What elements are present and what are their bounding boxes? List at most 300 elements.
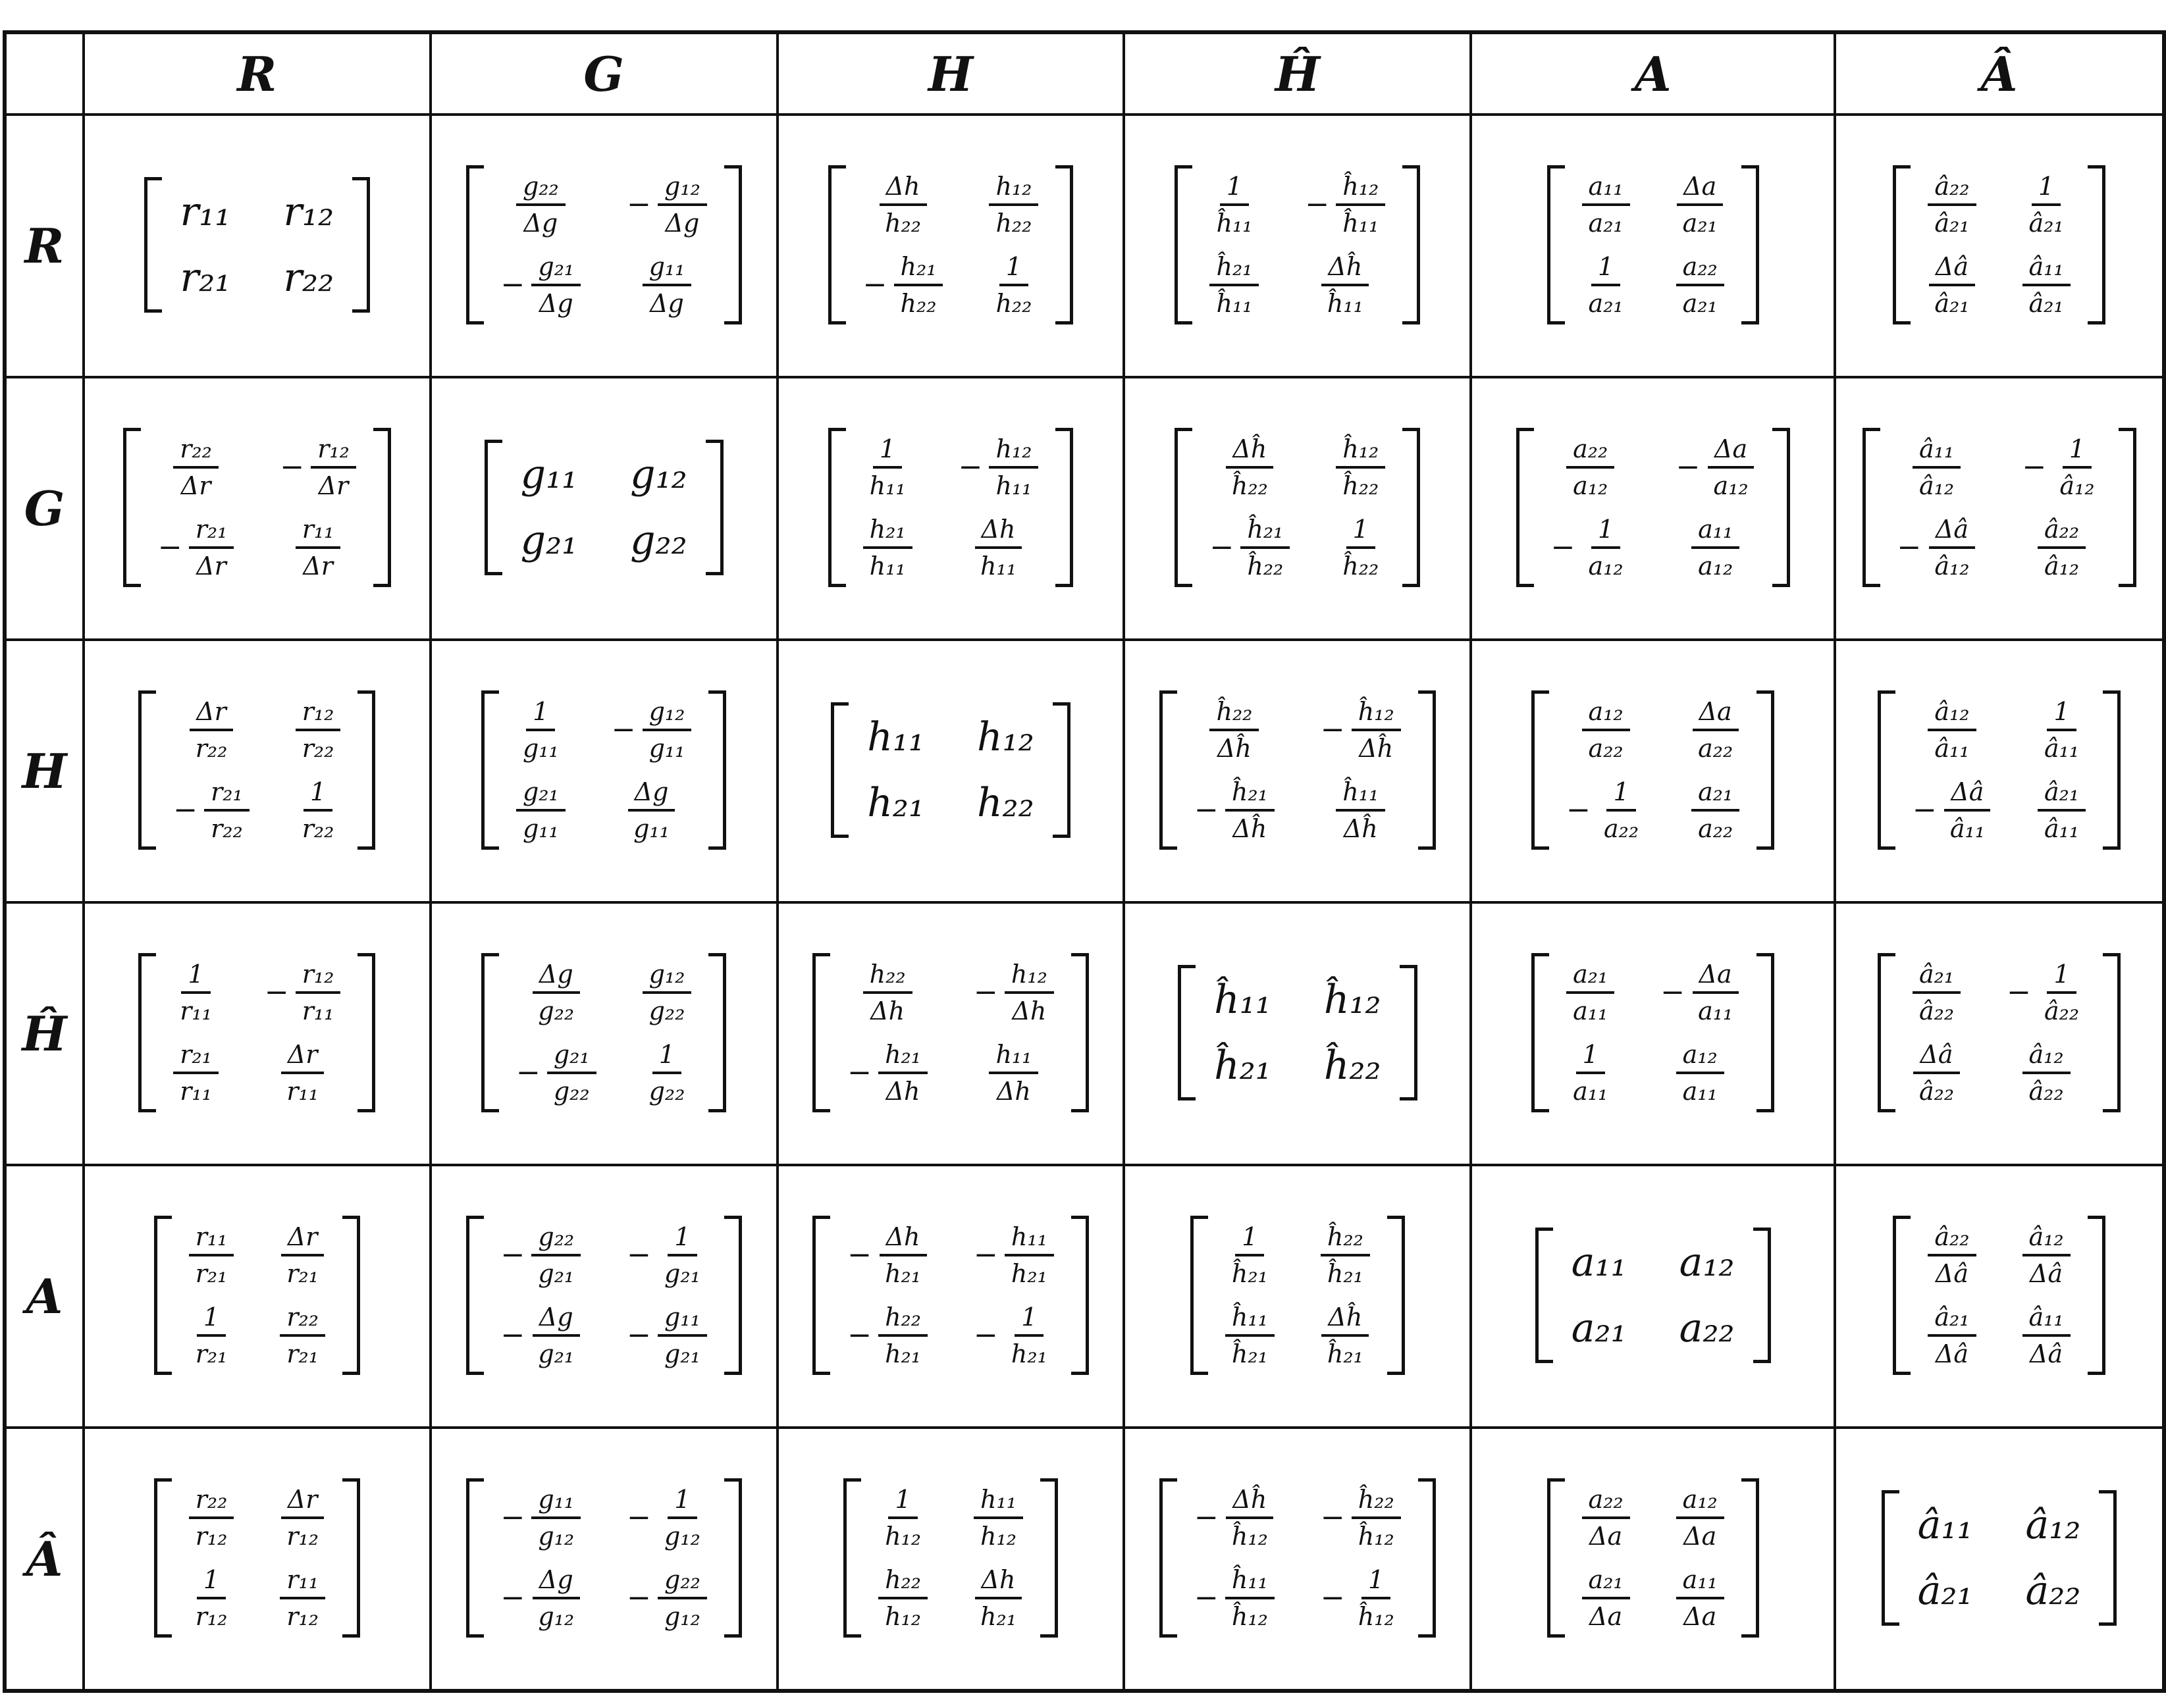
- minus-sign: −: [500, 1238, 525, 1272]
- table-row: [5, 640, 2164, 902]
- matrix-entry: [1691, 697, 1739, 763]
- denominator: â₂₂: [1918, 1076, 1955, 1106]
- row-header-h: H: [5, 640, 84, 902]
- numerator: Δh: [880, 1222, 927, 1256]
- fraction: [2038, 960, 2086, 1025]
- numerator: ĥ₁₁: [1225, 1303, 1275, 1337]
- matrix-entries: [484, 1478, 724, 1638]
- numerator: h₂₂: [878, 1565, 928, 1599]
- fraction: [516, 697, 566, 763]
- denominator: a₁₂: [1573, 471, 1608, 500]
- matrix-entries: [830, 953, 1071, 1112]
- fraction: [1582, 1485, 1630, 1551]
- denominator: ĥ₁₂: [1358, 1601, 1394, 1631]
- minus-sign: −: [847, 1238, 872, 1272]
- fraction: [1913, 1040, 1961, 1106]
- fraction: [989, 172, 1038, 238]
- fraction: [974, 1485, 1023, 1551]
- denominator: r₂₁: [286, 1339, 319, 1368]
- matrix-entry: [959, 515, 1039, 581]
- matrix-entry: [1928, 172, 1976, 238]
- left-bracket: [1862, 428, 1880, 587]
- denominator: a₁₁: [1698, 996, 1733, 1025]
- left-bracket: [138, 953, 156, 1112]
- matrix-entry: [974, 1040, 1054, 1106]
- denominator: h₁₂: [885, 1601, 922, 1631]
- matrix-entry: [627, 1565, 707, 1631]
- fraction: [280, 1040, 325, 1106]
- table-body: [5, 115, 2164, 1691]
- denominator: Δg: [523, 208, 558, 238]
- denominator: ĥ₁₂: [1358, 1521, 1394, 1551]
- matrix-entry: [1676, 1485, 1724, 1551]
- right-bracket: [1402, 428, 1420, 587]
- matrix-entries: [1880, 428, 2119, 587]
- denominator: g₁₂: [664, 1521, 700, 1551]
- right-bracket: [708, 690, 726, 850]
- denominator: â₁₂: [2044, 551, 2080, 581]
- numerator: 1: [1576, 1040, 1605, 1074]
- fraction: [1928, 697, 1976, 763]
- matrix-entry: [1928, 1303, 1976, 1368]
- numerator: r₂₂: [189, 1485, 234, 1519]
- right-bracket: [1055, 428, 1073, 587]
- matrix-entry: [280, 515, 356, 581]
- fraction: [863, 515, 912, 581]
- right-bracket: [2088, 1216, 2105, 1375]
- numerator: â₁₁: [1913, 434, 1961, 469]
- matrix-entry: â₂₁: [1917, 1567, 1973, 1614]
- matrix: [1547, 1478, 1759, 1638]
- numerator: Δâ: [1944, 777, 1990, 812]
- matrix: [1862, 428, 2136, 587]
- fraction: [878, 172, 928, 238]
- matrix-entry: [280, 1565, 325, 1631]
- matrix-entry: [627, 172, 707, 238]
- matrix-cell: [778, 1428, 1124, 1691]
- matrix: [138, 690, 375, 850]
- matrix-cell: [431, 377, 778, 640]
- numerator: r₁₁: [280, 1565, 325, 1599]
- denominator: â₁₂: [1934, 551, 1970, 581]
- matrix-entry: [173, 777, 250, 843]
- left-bracket: [1893, 165, 1911, 324]
- denominator: h₂₁: [885, 1258, 922, 1288]
- numerator: 1: [1220, 172, 1249, 206]
- fraction: [173, 434, 219, 500]
- left-bracket: [1535, 1228, 1553, 1363]
- minus-sign: −: [1897, 531, 1922, 564]
- fraction: [1676, 172, 1724, 238]
- fraction: [1566, 1040, 1614, 1106]
- matrix-cell: [1124, 1165, 1471, 1428]
- denominator: a₁₂: [1713, 471, 1749, 500]
- numerator: ĥ₂₂: [1321, 1222, 1370, 1256]
- matrix-entry: [158, 515, 234, 581]
- fraction: [189, 515, 234, 581]
- fraction: [280, 1485, 325, 1551]
- matrix-entry: [280, 1485, 325, 1551]
- denominator: r₁₂: [286, 1601, 319, 1631]
- numerator: 1: [2047, 697, 2076, 731]
- left-bracket: [154, 1478, 172, 1638]
- matrix-entry: [501, 172, 581, 238]
- matrix-entries: [502, 440, 706, 575]
- fraction: [2038, 515, 2086, 581]
- matrix-entry: [863, 515, 912, 581]
- matrix-entry: [1676, 434, 1755, 500]
- matrix-cell: [431, 902, 778, 1165]
- fraction: [974, 1565, 1023, 1631]
- matrix-entry: [1194, 697, 1275, 763]
- fraction: [2022, 1303, 2071, 1368]
- minus-sign: −: [157, 531, 182, 564]
- fraction: [1209, 172, 1259, 238]
- matrix-entries: [1565, 1478, 1741, 1638]
- left-bracket: [481, 690, 499, 850]
- denominator: a₂₂: [1698, 733, 1733, 763]
- fraction: [1928, 1222, 1976, 1288]
- matrix-entries: [484, 1216, 724, 1375]
- matrix-entries: [1911, 1216, 2087, 1375]
- right-bracket: [2103, 953, 2121, 1112]
- matrix-entry: [974, 1222, 1054, 1288]
- fraction: [1928, 252, 1976, 318]
- numerator: â₁₁: [2022, 1303, 2071, 1337]
- denominator: a₁₁: [1573, 1076, 1608, 1106]
- matrix-cell: [1471, 902, 1835, 1165]
- matrix-cell: [1471, 640, 1835, 902]
- fraction: [1913, 434, 1961, 500]
- matrix-entry: â₁₁: [1917, 1501, 1973, 1548]
- fraction: [627, 777, 676, 843]
- denominator: ĥ₁₂: [1231, 1521, 1268, 1551]
- fraction: [1352, 1565, 1401, 1631]
- denominator: a₁₂: [1698, 551, 1733, 581]
- numerator: ĥ₁₂: [1336, 434, 1385, 469]
- matrix-entry: [1676, 1565, 1724, 1631]
- denominator: â₂₂: [2044, 996, 2080, 1025]
- matrix: [154, 1216, 360, 1375]
- right-bracket: [2099, 1490, 2117, 1626]
- row-header-g: G: [5, 377, 84, 640]
- matrix-entry: g₁₂: [630, 451, 687, 498]
- fraction: [296, 515, 341, 581]
- minus-sign: −: [173, 793, 198, 827]
- numerator: ĥ₁₂: [1336, 172, 1385, 206]
- denominator: r₂₁: [195, 1339, 228, 1368]
- fraction: [1321, 252, 1370, 318]
- denominator: Δr: [196, 551, 226, 581]
- minus-sign: −: [500, 1501, 525, 1534]
- matrix-entry: [1336, 515, 1385, 581]
- matrix: [1882, 1490, 2117, 1626]
- denominator: h₂₂: [885, 208, 922, 238]
- numerator: h₁₂: [1005, 960, 1054, 994]
- denominator: r₁₂: [195, 1521, 228, 1551]
- right-bracket: [357, 953, 375, 1112]
- fraction: [547, 1040, 596, 1106]
- matrix-cell: [1124, 1428, 1471, 1691]
- numerator: 1: [873, 434, 902, 469]
- fraction: [531, 960, 581, 1025]
- numerator: ĥ₁₁: [1225, 1565, 1275, 1599]
- denominator: Δa: [1589, 1521, 1623, 1551]
- denominator: a₂₂: [1603, 814, 1639, 843]
- matrix-entry: [1582, 1485, 1630, 1551]
- matrix-entries: [1192, 165, 1402, 324]
- matrix-entry: [1566, 777, 1645, 843]
- matrix: [812, 953, 1089, 1112]
- denominator: ĥ₂₁: [1327, 1258, 1363, 1288]
- matrix-entry: h₂₁: [867, 779, 925, 826]
- numerator: a₂₂: [1582, 1485, 1630, 1519]
- matrix-entry: [878, 1485, 928, 1551]
- numerator: h₁₁: [974, 1485, 1023, 1519]
- matrix-entry: [1305, 252, 1385, 318]
- numerator: g₂₁: [516, 777, 566, 812]
- denominator: Δĥ: [1343, 814, 1378, 843]
- header-row: [5, 32, 2164, 115]
- fraction: [1352, 697, 1401, 763]
- minus-sign: −: [1320, 1501, 1345, 1534]
- matrix-entry: h₂₂: [977, 779, 1034, 826]
- fraction: [531, 252, 581, 318]
- numerator: g₁₂: [643, 697, 692, 731]
- minus-sign: −: [611, 713, 636, 746]
- matrix: [828, 165, 1074, 324]
- numerator: Δĥ: [1321, 1303, 1369, 1337]
- right-bracket: [1387, 1216, 1405, 1375]
- right-bracket: [342, 1478, 360, 1638]
- denominator: g₁₂: [538, 1521, 575, 1551]
- minus-sign: −: [1194, 793, 1219, 827]
- numerator: Δa: [1693, 697, 1739, 731]
- right-bracket: [1053, 702, 1070, 838]
- matrix-entry: [173, 697, 250, 763]
- left-bracket: [466, 1216, 484, 1375]
- minus-sign: −: [847, 1056, 872, 1089]
- matrix-entry: [1321, 1565, 1401, 1631]
- fraction: [989, 252, 1038, 318]
- matrix-entry: [296, 697, 341, 763]
- minus-sign: −: [862, 268, 887, 301]
- right-bracket: [1741, 1478, 1759, 1638]
- fraction: [643, 697, 692, 763]
- denominator: Δĥ: [1232, 814, 1267, 843]
- denominator: Δa: [1589, 1601, 1623, 1631]
- numerator: g₁₁: [658, 1303, 707, 1337]
- matrix-entry: [847, 960, 928, 1025]
- matrix-entries: [156, 953, 357, 1112]
- numerator: 1: [668, 1222, 697, 1256]
- denominator: ĥ₁₁: [1216, 288, 1253, 318]
- fraction: [658, 1222, 707, 1288]
- fraction: [1321, 1303, 1370, 1368]
- matrix: [1178, 965, 1417, 1100]
- fraction: [1582, 1565, 1630, 1631]
- matrix-entry: [1305, 172, 1385, 238]
- numerator: Δh: [880, 172, 927, 206]
- numerator: 1: [1591, 515, 1620, 549]
- matrix: [466, 1216, 742, 1375]
- fraction: [189, 1565, 234, 1631]
- right-bracket: [352, 177, 370, 313]
- left-bracket: [1882, 1490, 1899, 1626]
- denominator: Δĥ: [1359, 733, 1394, 763]
- column-header-g: G: [431, 32, 778, 115]
- fraction: [1209, 697, 1259, 763]
- fraction: [1582, 172, 1630, 238]
- fraction: [643, 252, 692, 318]
- fraction: [1676, 1565, 1724, 1631]
- fraction: [989, 434, 1038, 500]
- matrix-entry: â₁₂: [2025, 1501, 2081, 1548]
- matrix-entry: h₁₂: [977, 713, 1034, 760]
- matrix-cell: [778, 640, 1124, 902]
- minus-sign: −: [1550, 531, 1575, 564]
- numerator: Δĥ: [1226, 1485, 1273, 1519]
- minus-sign: −: [1320, 713, 1345, 746]
- matrix-cell: [778, 377, 1124, 640]
- denominator: Δg: [665, 208, 700, 238]
- matrix-entry: [189, 1565, 234, 1631]
- matrix: [843, 1478, 1058, 1638]
- numerator: Δg: [628, 777, 675, 812]
- matrix-entry: [1194, 1565, 1275, 1631]
- fraction: [531, 1485, 581, 1551]
- matrix-entry: [501, 1565, 581, 1631]
- fraction: [2022, 1222, 2071, 1288]
- matrix: [1159, 1478, 1436, 1638]
- matrix-entry: [1209, 434, 1290, 500]
- matrix-entry: [1566, 960, 1614, 1025]
- matrix-entry: [1582, 172, 1630, 238]
- matrix: [1893, 165, 2105, 324]
- matrix-entry: [974, 1485, 1023, 1551]
- denominator: g₂₁: [664, 1258, 700, 1288]
- matrix-entry: [1225, 1303, 1275, 1368]
- denominator: â₂₁: [1934, 208, 1970, 238]
- left-bracket: [812, 953, 830, 1112]
- fraction: [1225, 777, 1275, 843]
- matrix-entry: [1321, 1485, 1401, 1551]
- fraction: [296, 697, 341, 763]
- fraction: [280, 1222, 325, 1288]
- matrix-entries: [162, 177, 353, 313]
- matrix-entry: [1676, 515, 1755, 581]
- denominator: Δh: [1012, 996, 1047, 1025]
- fraction: [1582, 252, 1630, 318]
- numerator: r₁₂: [296, 697, 341, 731]
- numerator: h₂₂: [878, 1303, 928, 1337]
- matrix-cell: [431, 640, 778, 902]
- matrix-cell: [431, 1165, 778, 1428]
- denominator: Δâ: [2030, 1339, 2063, 1368]
- fraction: [1582, 697, 1630, 763]
- fraction: [658, 1303, 707, 1368]
- matrix-entry: [516, 1040, 596, 1106]
- denominator: h₂₁: [980, 1601, 1017, 1631]
- numerator: a₁₁: [1676, 1565, 1724, 1599]
- matrix-entry: [1913, 960, 1961, 1025]
- matrix-entries: [1565, 165, 1741, 324]
- fraction: [643, 1040, 692, 1106]
- right-bracket: [708, 953, 726, 1112]
- matrix-cell: [1471, 1428, 1835, 1691]
- numerator: 1: [668, 1485, 697, 1519]
- matrix-entries: [172, 1216, 342, 1375]
- fraction: [878, 1303, 928, 1368]
- matrix-entry: [627, 252, 707, 318]
- denominator: h₁₁: [869, 471, 906, 500]
- numerator: â₁₂: [1928, 697, 1976, 731]
- denominator: ĥ₂₁: [1231, 1339, 1268, 1368]
- matrix-entry: [1321, 1303, 1370, 1368]
- fraction: [2038, 777, 2086, 843]
- matrix-entry: [1582, 252, 1630, 318]
- numerator: h₁₁: [989, 1040, 1038, 1074]
- numerator: 1: [1606, 777, 1635, 812]
- denominator: â₁₁: [1949, 814, 1985, 843]
- fraction: [531, 1303, 581, 1368]
- right-bracket: [1040, 1478, 1058, 1638]
- numerator: 1: [888, 1485, 917, 1519]
- numerator: ĥ₁₂: [1352, 697, 1401, 731]
- right-bracket: [2088, 165, 2105, 324]
- fraction: [296, 777, 341, 843]
- denominator: r₂₁: [286, 1258, 319, 1288]
- matrix-entry: [173, 960, 219, 1025]
- matrix-entry: h₁₁: [867, 713, 925, 760]
- left-bracket: [1159, 1478, 1177, 1638]
- numerator: ĥ₂₁: [1240, 515, 1290, 549]
- fraction: [2053, 434, 2101, 500]
- matrix-entry: [863, 434, 912, 500]
- matrix-entry: â₂₂: [2025, 1567, 2081, 1614]
- matrix: [1159, 690, 1436, 850]
- numerator: 1: [304, 777, 332, 812]
- numerator: h₁₂: [989, 172, 1038, 206]
- matrix-entries: [172, 1478, 342, 1638]
- denominator: â₂₁: [2028, 208, 2064, 238]
- matrix-cell: [84, 377, 431, 640]
- left-bracket: [1516, 428, 1534, 587]
- minus-sign: −: [2022, 450, 2047, 484]
- matrix-entries: [1911, 165, 2087, 324]
- matrix: [1175, 165, 1420, 324]
- right-bracket: [706, 440, 724, 575]
- right-bracket: [1757, 953, 1774, 1112]
- denominator: g₁₂: [664, 1601, 700, 1631]
- denominator: a₂₂: [1698, 814, 1733, 843]
- fraction: [1336, 515, 1385, 581]
- matrix-cell: [84, 640, 431, 902]
- matrix-entry: [516, 777, 566, 843]
- matrix-entries: [849, 702, 1053, 838]
- matrix-entry: [1676, 172, 1724, 238]
- matrix-entry: [2022, 1222, 2071, 1288]
- matrix-entries: [141, 428, 373, 587]
- right-bracket: [724, 1478, 742, 1638]
- matrix: [1516, 428, 1790, 587]
- matrix-cell: [1124, 377, 1471, 640]
- numerator: r₂₁: [173, 1040, 219, 1074]
- fraction: [643, 960, 692, 1025]
- matrix-entry: [501, 1485, 581, 1551]
- column-header-a-hat: Â: [1835, 32, 2164, 115]
- fraction: [1321, 1222, 1370, 1288]
